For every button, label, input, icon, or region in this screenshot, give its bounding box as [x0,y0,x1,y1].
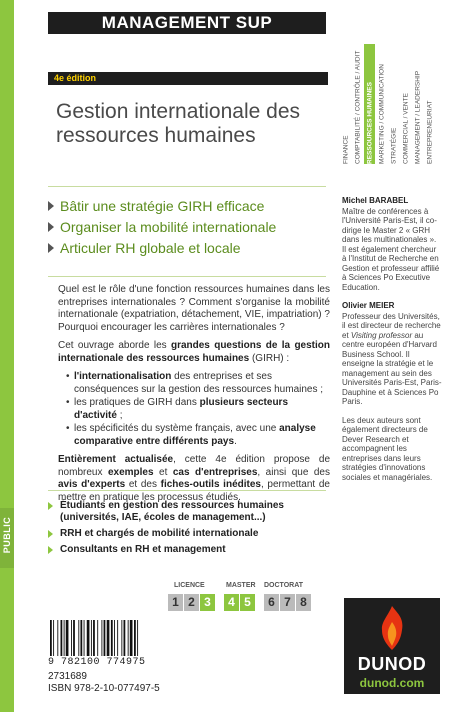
level-boxes-licence [168,594,216,611]
series-header: MANAGEMENT SUP [48,12,326,34]
arrow-icon [48,528,54,540]
barcode-bar [121,620,122,656]
key-point: Articuler RH globale et locale [48,240,328,256]
level-doctorat-label: DOCTORAT [264,582,304,589]
barcode-bar [111,620,113,656]
author-name: Olivier MEIER [342,301,395,310]
barcode-bar [128,620,129,656]
level-box-selected: 5 [240,594,255,611]
divider [48,490,326,491]
level-box-selected: 3 [200,594,215,611]
flame-icon [378,604,406,652]
barcode-bar [101,620,102,656]
arrow-icon [48,201,54,211]
public-tab-label: PUBLIC [2,516,12,554]
publisher-name: DUNOD [357,654,427,674]
discipline-finance: FINANCE [342,135,349,164]
discipline-marketing: MARKETING / COMMUNICATION [378,64,385,164]
key-point: Bâtir une stratégie GIRH efficace [48,198,328,214]
level-box: 7 [280,594,295,611]
arrow-icon [48,243,54,253]
barcode-bar [104,620,106,656]
discipline-list [340,44,435,164]
edition-label: 4e édition [54,73,97,83]
author-bio: Maître de conférences à l'Université Paris-Est, il co-dirige le Master 2 « GRH dans les multinationales ». Il est également chercheur à l'Institut de Recherche en Gestion et professeur affilié à Sciences Po Executive Education. [342,206,440,292]
topic-item: • les spécificités du système français, avec une analyse comparative entre différents pays. [66,423,330,448]
barcode-bar [73,620,75,656]
level-box: 1 [168,594,183,611]
discipline-strategie: STRATÉGIE [390,127,397,164]
barcode-bar [71,620,72,656]
discipline-commercial: COMMERCIAL / VENTE [402,93,409,164]
key-point: Organiser la mobilité internationale [48,219,328,235]
description [58,284,330,510]
discipline-entrepreneuriat: ENTREPRENEURIAT [426,100,433,164]
author-name: Michel BARABEL [342,196,409,205]
topic-list [58,371,330,448]
level-box-selected: 4 [224,594,239,611]
audience-list [48,500,328,560]
edition-bar [48,72,328,85]
barcode-bar [64,620,65,656]
authors [342,196,442,491]
topic-item: • l'internationalisation des entreprises et ses conséquences sur la gestion des ressources humaines ; [66,371,330,396]
description-intro: Quel est le rôle d'une fonction ressources humaines dans les entreprises internationales ? Comment s'organise la mobilité internationale (expatriation, détachement, VIE, impatriation) ? Pourquoi encourager les carrières internationales ? [58,284,330,333]
level-master-label: MASTER [226,582,256,589]
barcode-bar [130,620,133,656]
public-tab [0,508,14,568]
topic-item: • les pratiques de GIRH dans plusieurs secteurs d'activité ; [66,397,330,422]
audience-item: Étudiants en gestion des ressources humaines (universités, IAE, écoles de management...) [48,500,328,524]
product-code: 2731689 [48,671,87,682]
barcode-bar [97,620,98,656]
publisher-url: dunod.com [359,676,425,690]
barcode [48,620,198,656]
barcode-bar [80,620,82,656]
barcode-bar [117,620,118,656]
isbn-number: ISBN 978-2-10-077497-5 [48,683,160,694]
arrow-icon [48,544,54,556]
divider [48,186,326,187]
discipline-management: MANAGEMENT / LEADERSHIP [414,70,421,164]
author-bio: Professeur des Universités, il est directeur de recherche et Visiting professor au centre européen d'Harvard Business School. Il enseigne la stratégie et le management au sein des Universités Paris-Est, Paris-Dauphine et à Sciences Po Paris. [342,311,442,406]
barcode-bar [53,620,54,656]
barcode-bar [137,620,138,656]
isbn-block [48,671,160,695]
description-scope: Cet ouvrage aborde les grandes questions de la gestion internationale des ressources humaines (GIRH) : [58,340,331,364]
barcode-bar [114,620,115,656]
level-box: 2 [184,594,199,611]
publisher-logo [344,598,440,694]
barcode-bar [66,620,69,656]
level-box: 6 [264,594,279,611]
level-indicator [160,582,320,616]
barcode-bar [91,620,92,656]
barcode-bar [134,620,136,656]
left-color-band [0,0,14,712]
description-edition: Entièrement actualisée, cette 4e édition propose de nombreux exemples et cas d'entreprises, ainsi que des avis d'experts et des fiches-outils inédites, permettant de mettre en pratique les processus étudiés. [58,454,331,503]
authors-note: Les deux auteurs sont également directeurs de Dever Research et accompagnent les entreprises dans leurs stratégies d'innovations sociales et managériales. [342,415,433,482]
level-box: 8 [296,594,311,611]
barcode-bar [93,620,95,656]
barcode-graphic [48,620,198,656]
barcode-bar [107,620,110,656]
level-boxes-master [224,594,256,611]
barcode-number: 9 782100 774975 [48,657,146,668]
barcode-bar [57,620,58,656]
barcode-bar [50,620,52,656]
audience-item: Consultants en RH et management [48,544,328,556]
arrow-icon [48,500,54,512]
arrow-icon [48,222,54,232]
book-title: Gestion internationale des ressources humaines [56,100,300,147]
barcode-bar [84,620,85,656]
divider [48,276,326,277]
discipline-comptabilite: COMPTABILITÉ / CONTRÔLE / AUDIT [354,50,361,164]
barcode-bar [78,620,79,656]
discipline-rh-active: RESSOURCES HUMAINES [364,44,375,164]
level-boxes-doctorat [264,594,312,611]
level-licence-label: LICENCE [174,582,205,589]
key-points [48,198,328,261]
barcode-bar [87,620,90,656]
barcode-bar [61,620,63,656]
audience-item: RRH et chargés de mobilité internationale [48,528,328,540]
barcode-bar [124,620,126,656]
